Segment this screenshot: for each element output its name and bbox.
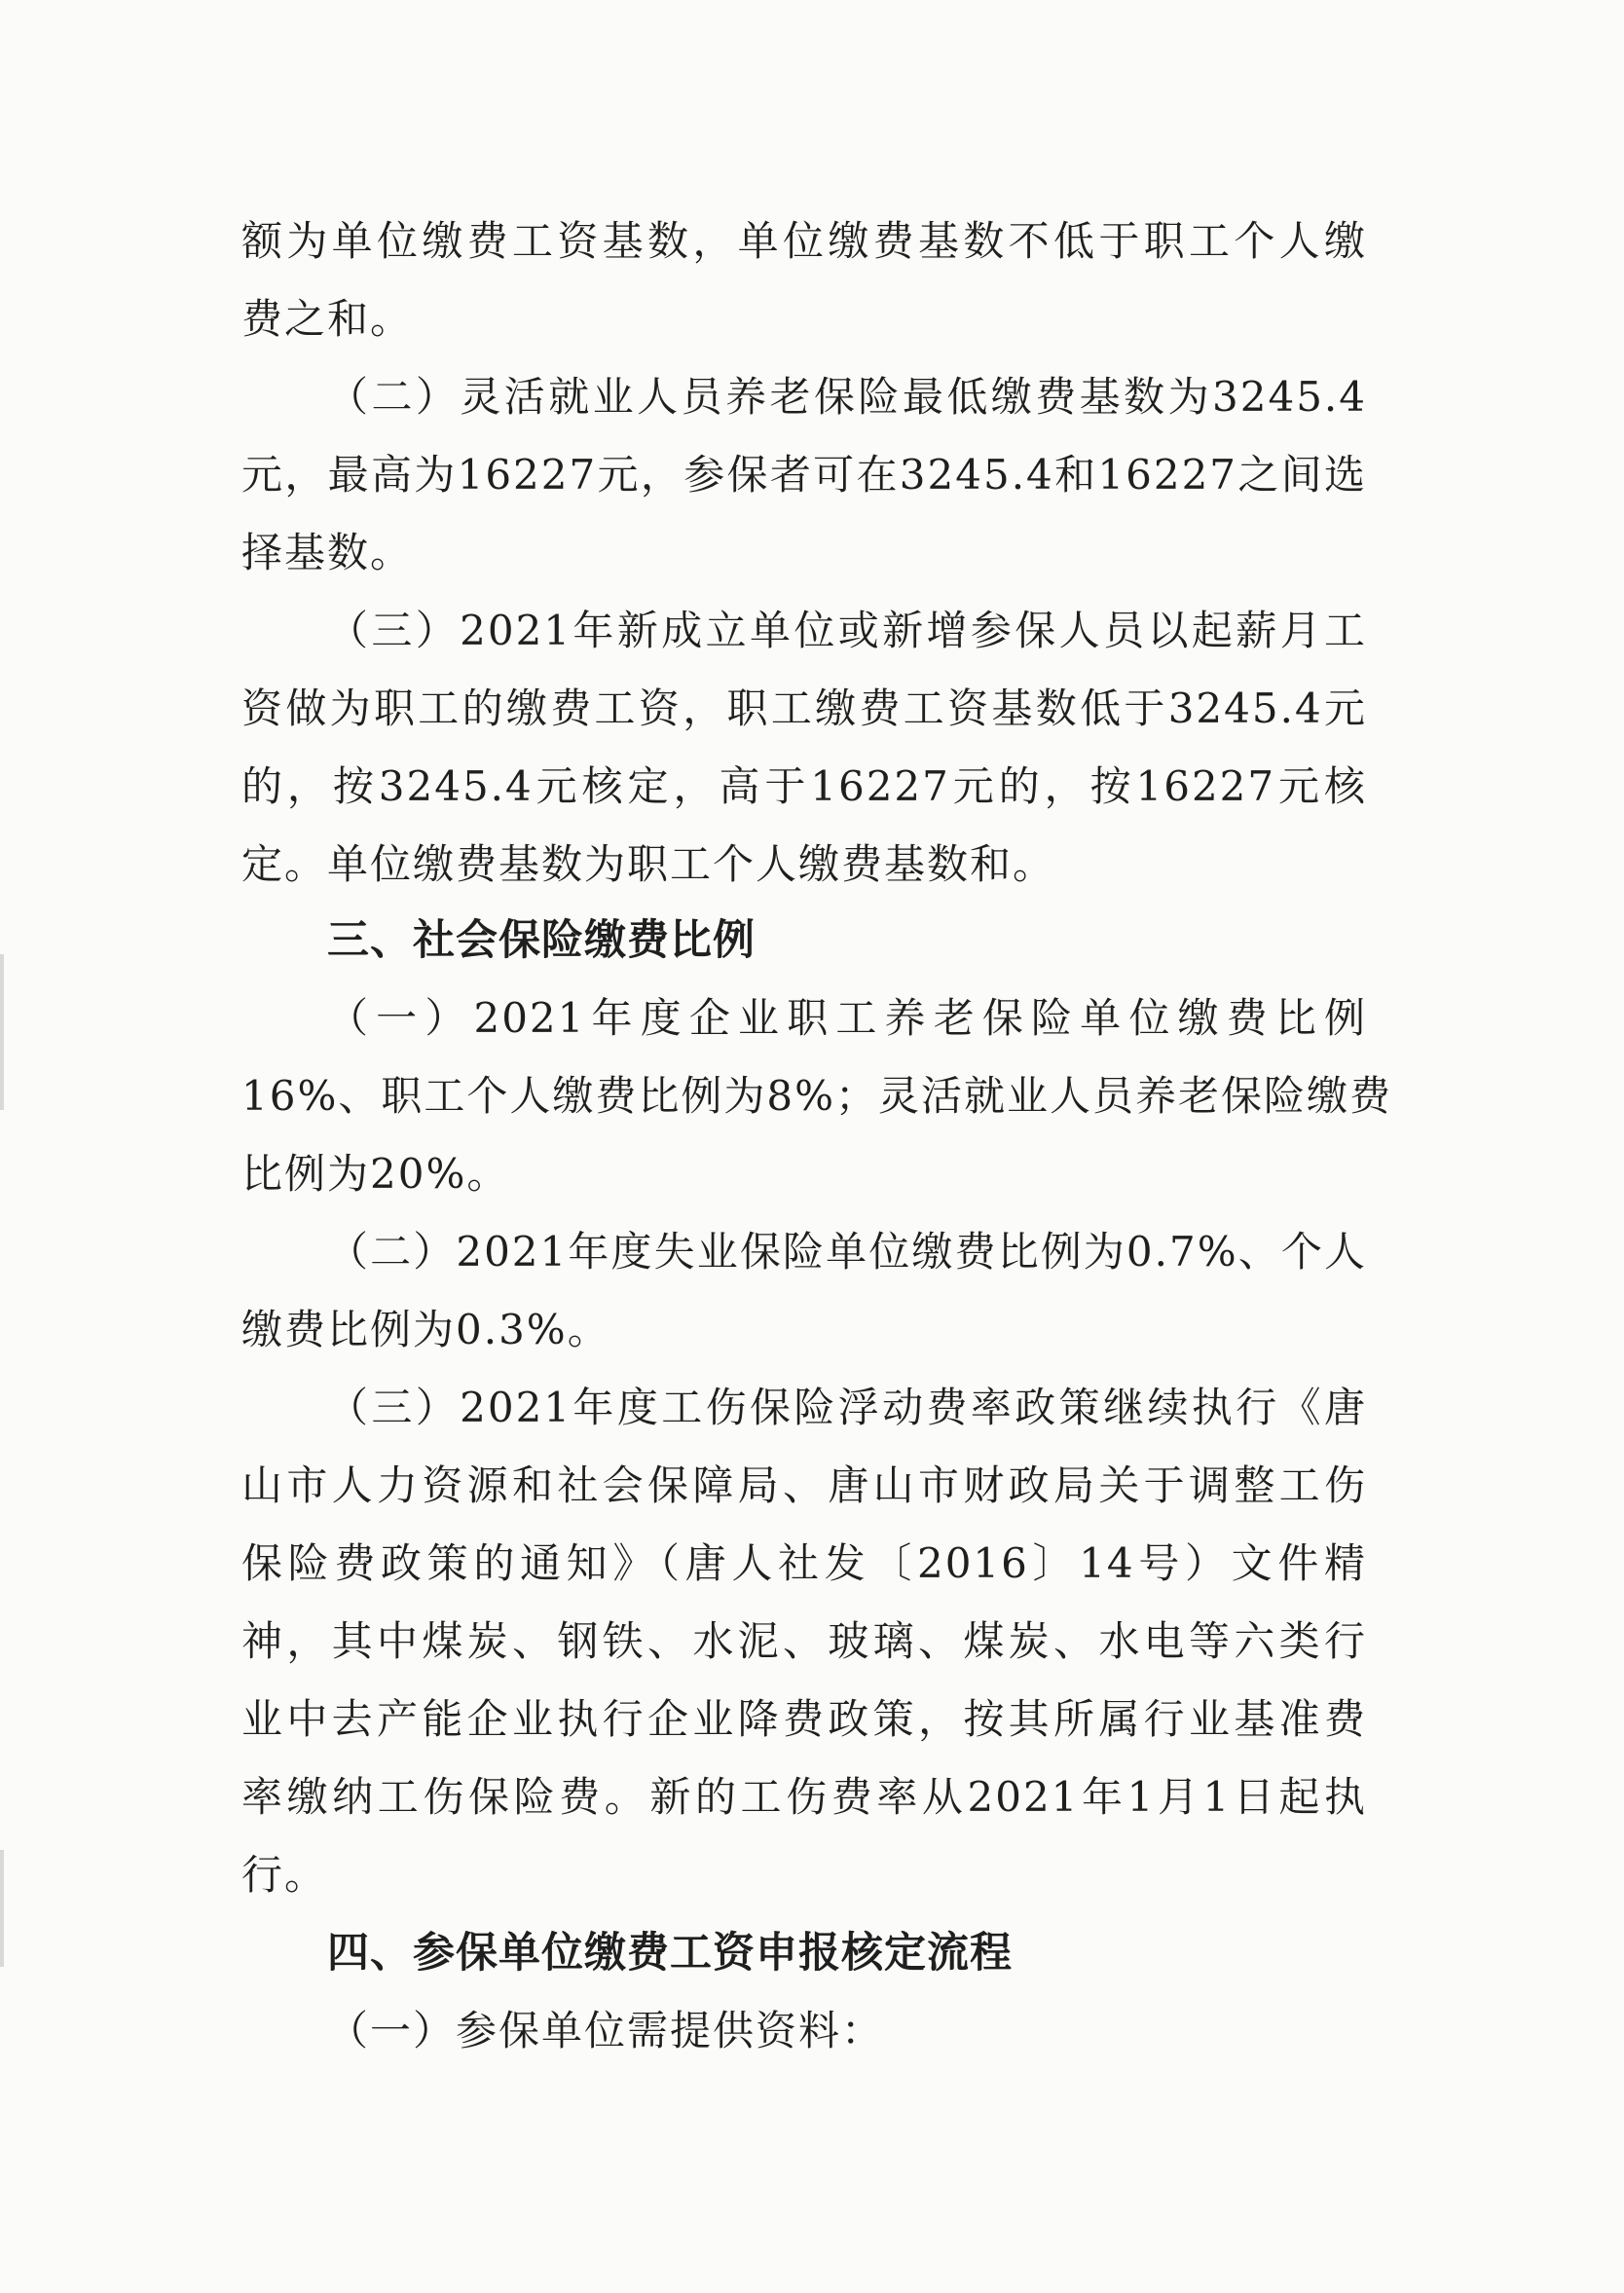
paragraph-line: 比例为20%。 bbox=[241, 1150, 510, 1198]
paragraph-line: 的，按3245.4元核定，高于16227元的，按16227元核 bbox=[241, 762, 1367, 810]
section-heading: 三、社会保险缴费比例 bbox=[327, 916, 756, 965]
paragraph-line: 资做为职工的缴费工资，职工缴费工资基数低于3245.4元 bbox=[241, 684, 1367, 732]
scan-edge-mark bbox=[0, 954, 4, 1110]
paragraph-line: （二）2021年度失业保险单位缴费比例为0.7%、个人 bbox=[327, 1228, 1367, 1276]
paragraph-line: 额为单位缴费工资基数，单位缴费基数不低于职工个人缴 bbox=[241, 217, 1367, 265]
section-heading: 四、参保单位缴费工资申报核定流程 bbox=[327, 1929, 1013, 1978]
paragraph-line: 保险费政策的通知》（唐人社发〔2016〕14号）文件精 bbox=[241, 1539, 1367, 1587]
paragraph-line: 神，其中煤炭、钢铁、水泥、玻璃、煤炭、水电等六类行 bbox=[241, 1617, 1367, 1665]
paragraph-line: 行。 bbox=[241, 1851, 328, 1899]
paragraph-line: 定。单位缴费基数为职工个人缴费基数和。 bbox=[241, 840, 1056, 888]
scan-edge-mark bbox=[0, 1850, 4, 1967]
paragraph-line: （一）2021年度企业职工养老保险单位缴费比例 bbox=[327, 994, 1367, 1042]
paragraph-line: 缴费比例为0.3%。 bbox=[241, 1306, 610, 1353]
paragraph-line: 山市人力资源和社会保障局、唐山市财政局关于调整工伤 bbox=[241, 1461, 1367, 1509]
paragraph-line: 费之和。 bbox=[241, 295, 414, 343]
paragraph-line: （一）参保单位需提供资料： bbox=[327, 2007, 885, 2054]
paragraph-line: （三）2021年新成立单位或新增参保人员以起薪月工 bbox=[327, 607, 1367, 654]
paragraph-line: （三）2021年度工伤保险浮动费率政策继续执行《唐 bbox=[327, 1384, 1367, 1431]
paragraph-line: 率缴纳工伤保险费。新的工伤费率从2021年1月1日起执 bbox=[241, 1773, 1367, 1821]
paragraph-line: 择基数。 bbox=[241, 529, 414, 576]
paragraph-line: 元，最高为16227元，参保者可在3245.4和16227之间选 bbox=[241, 451, 1367, 499]
paragraph-line: 业中去产能企业执行企业降费政策，按其所属行业基准费 bbox=[241, 1695, 1367, 1743]
paragraph-line: （二）灵活就业人员养老保险最低缴费基数为3245.4 bbox=[327, 373, 1367, 421]
paragraph-line: 16%、职工个人缴费比例为8%；灵活就业人员养老保险缴费 bbox=[241, 1072, 1392, 1120]
